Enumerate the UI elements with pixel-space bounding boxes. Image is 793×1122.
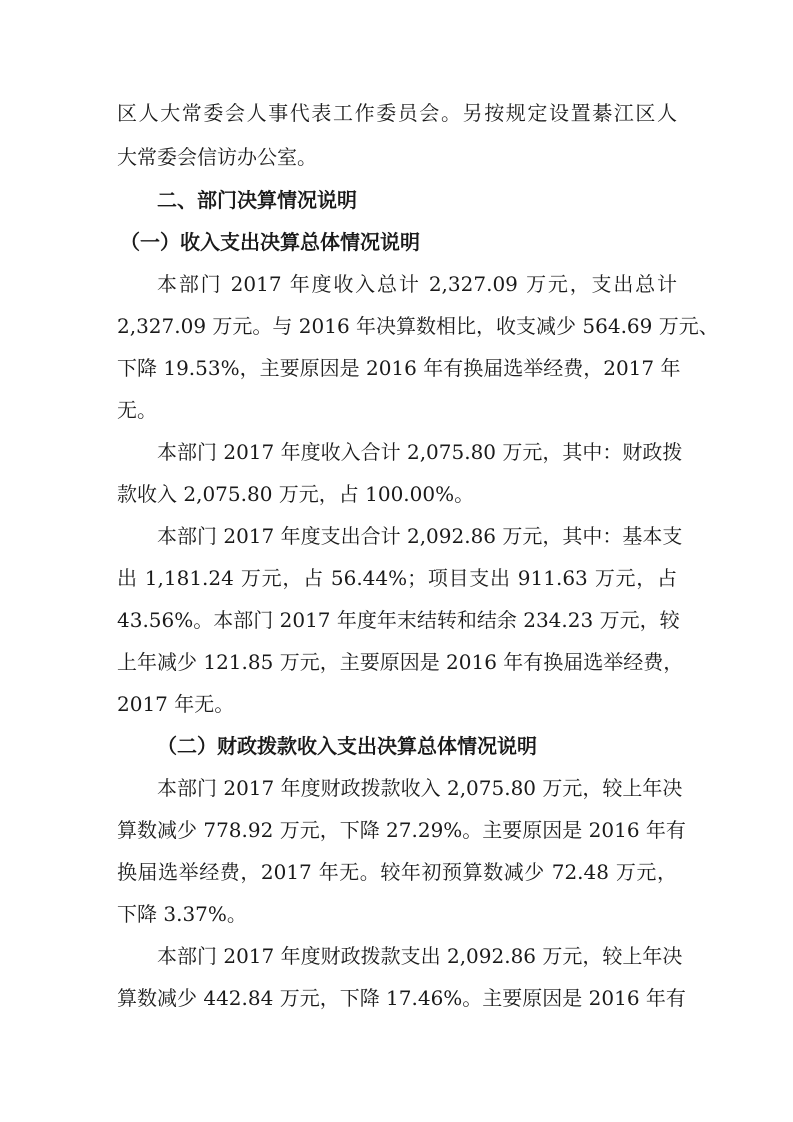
paragraph-line: 下降 19.53%，主要原因是 2016 年有换届选举经费，2017 年 — [117, 356, 681, 380]
paragraph-line: 大常委会信访办公室。 — [117, 145, 317, 169]
paragraph-line: 2,327.09 万元。与 2016 年决算数相比，收支减少 564.69 万元、 — [117, 314, 719, 338]
paragraph-line: 2017 年无。 — [117, 692, 235, 716]
section-heading: 二、部门决算情况说明 — [157, 188, 357, 212]
paragraph-line: 换届选举经费，2017 年无。较年初预算数减少 72.48 万元， — [117, 860, 677, 884]
paragraph-line: 本部门 2017 年度财政拨款收入 2,075.80 万元，较上年决 — [157, 776, 683, 800]
paragraph-line: 区人大常委会人事代表工作委员会。另按规定设置綦江区人 — [117, 101, 677, 125]
paragraph-line: 本部门 2017 年度财政拨款支出 2,092.86 万元，较上年决 — [157, 944, 683, 968]
paragraph-line: 下降 3.37%。 — [117, 902, 247, 926]
paragraph-line: 算数减少 778.92 万元，下降 27.29%。主要原因是 2016 年有 — [117, 818, 686, 842]
paragraph-line: 无。 — [117, 398, 157, 422]
paragraph-line: 算数减少 442.84 万元，下降 17.46%。主要原因是 2016 年有 — [117, 986, 686, 1010]
paragraph-line: 款收入 2,075.80 万元，占 100.00%。 — [117, 482, 475, 506]
paragraph-line: 43.56%。本部门 2017 年度年末结转和结余 234.23 万元，较 — [117, 608, 680, 632]
subsection-heading: （一）收入支出决算总体情况说明 — [120, 230, 420, 254]
paragraph-line: 本部门 2017 年度收入总计 2,327.09 万元，支出总计 — [157, 272, 677, 296]
paragraph-line: 本部门 2017 年度收入合计 2,075.80 万元，其中：财政拨 — [157, 440, 683, 464]
subsection-heading: （二）财政拨款收入支出决算总体情况说明 — [157, 734, 537, 758]
paragraph-line: 出 1,181.24 万元，占 56.44%；项目支出 911.63 万元，占 — [117, 566, 677, 590]
paragraph-line: 本部门 2017 年度支出合计 2,092.86 万元，其中：基本支 — [157, 524, 683, 548]
paragraph-line: 上年减少 121.85 万元，主要原因是 2016 年有换届选举经费， — [117, 650, 684, 674]
